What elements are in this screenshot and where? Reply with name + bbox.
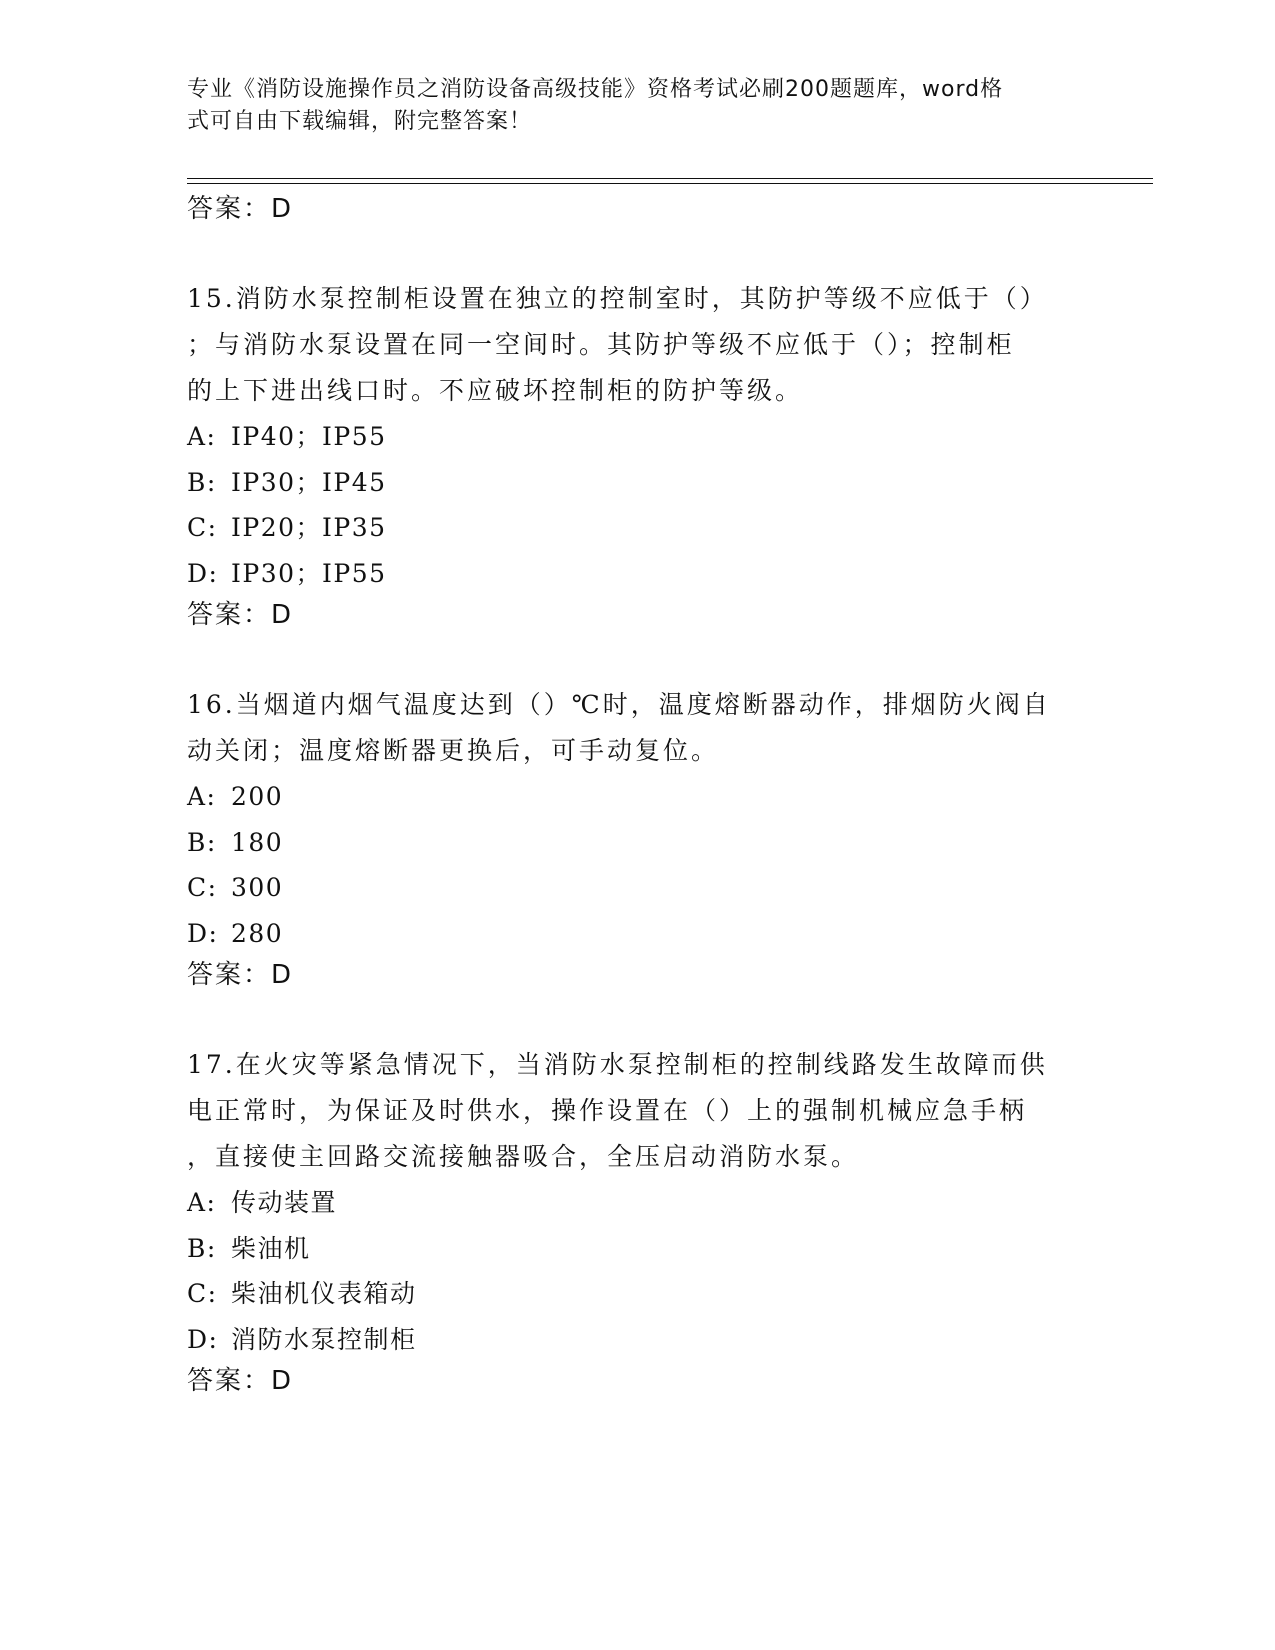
option-b <box>187 820 1087 866</box>
question-stem-line: 动关闭；温度熔断器更换后，可手动复位。 <box>187 736 720 765</box>
option-a <box>187 774 1087 820</box>
option-letter: B: <box>187 827 217 857</box>
question-stem-line: 16.当烟道内烟气温度达到（）℃时，温度熔断器动作，排烟防火阀自 <box>187 690 1051 719</box>
answer-16: 答案：D <box>187 960 294 990</box>
option-text: 消防水泵控制柜 <box>231 1324 417 1354</box>
option-c <box>187 865 1087 911</box>
option-c <box>187 1271 1087 1317</box>
option-text: IP40；IP55 <box>231 422 387 451</box>
header-line-1: 专业《消防设施操作员之消防设备高级技能》资格考试必刷200题题库，word格 <box>187 77 1004 102</box>
option-letter: C: <box>187 513 218 542</box>
question-stem-line: 15.消防水泵控制柜设置在独立的控制室时，其防护等级不应低于（） <box>187 284 1048 313</box>
option-d <box>187 1317 1087 1363</box>
document-header <box>187 74 1067 138</box>
option-text: IP20；IP35 <box>231 513 387 542</box>
header-rule-top <box>187 178 1153 179</box>
option-a <box>187 414 1087 460</box>
option-d <box>187 551 1087 597</box>
option-text: 300 <box>231 873 284 902</box>
option-text: 柴油机 <box>231 1233 311 1263</box>
question-stem-line: ；与消防水泵设置在同一空间时。其防护等级不应低于（）；控制柜 <box>187 330 1015 359</box>
option-letter: C: <box>187 1279 218 1308</box>
previous-answer: 答案：D <box>187 194 294 224</box>
header-line-2: 式可自由下载编辑，附完整答案！ <box>187 109 533 134</box>
option-letter: D: <box>187 558 219 588</box>
option-c <box>187 505 1087 551</box>
question-17 <box>187 1042 1087 1362</box>
option-a <box>187 1180 1087 1226</box>
option-letter: D: <box>187 918 219 948</box>
answer-17: 答案：D <box>187 1366 294 1396</box>
question-16 <box>187 682 1087 956</box>
option-text: 280 <box>231 918 284 948</box>
option-letter: A: <box>187 422 217 451</box>
question-stem-line: 电正常时，为保证及时供水，操作设置在（）上的强制机械应急手柄 <box>187 1096 1028 1125</box>
question-stem-line: ，直接使主回路交流接触器吸合，全压启动消防水泵。 <box>187 1142 860 1171</box>
option-text: IP30；IP55 <box>231 558 387 588</box>
option-text: 传动装置 <box>231 1188 338 1217</box>
option-letter: C: <box>187 873 218 902</box>
answer-15: 答案：D <box>187 600 294 630</box>
question-stem-line: 17.在火灾等紧急情况下，当消防水泵控制柜的控制线路发生故障而供 <box>187 1050 1048 1079</box>
option-text: IP30；IP45 <box>231 467 387 497</box>
question-stem-line: 的上下进出线口时。不应破坏控制柜的防护等级。 <box>187 376 804 405</box>
option-letter: A: <box>187 782 217 811</box>
option-text: 200 <box>231 782 284 811</box>
option-b <box>187 460 1087 506</box>
option-text: 柴油机仪表箱动 <box>231 1279 417 1308</box>
option-letter: D: <box>187 1324 219 1354</box>
option-d <box>187 911 1087 957</box>
header-rule-bottom <box>187 183 1153 184</box>
option-letter: B: <box>187 1233 217 1263</box>
option-b <box>187 1226 1087 1272</box>
question-15 <box>187 276 1087 596</box>
option-letter: A: <box>187 1188 217 1217</box>
option-text: 180 <box>231 827 284 857</box>
option-letter: B: <box>187 467 217 497</box>
